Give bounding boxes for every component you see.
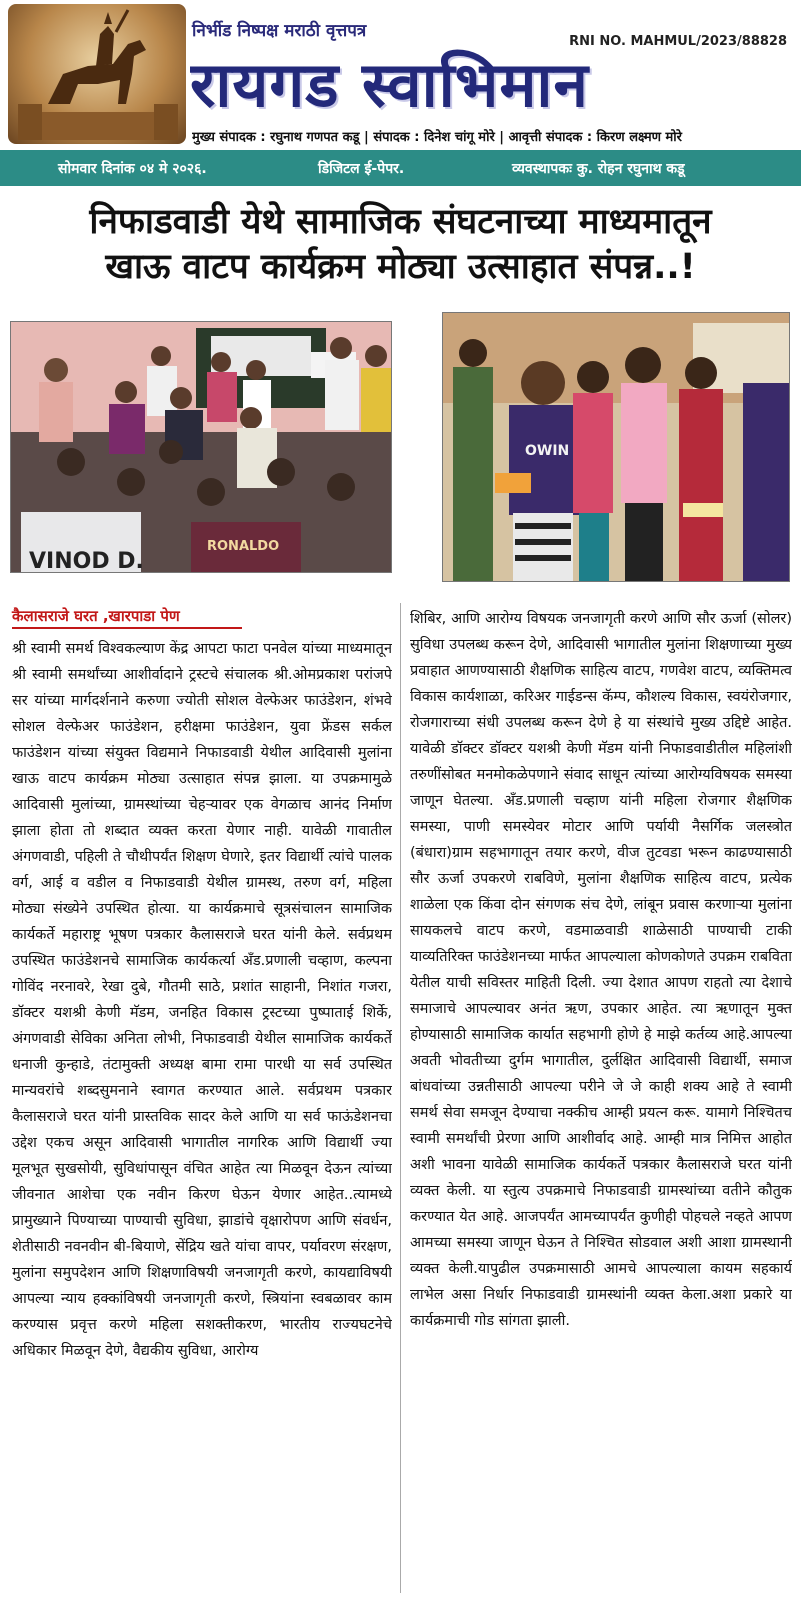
shivaji-equestrian-emblem <box>8 4 186 144</box>
event-photo-children <box>442 312 790 582</box>
manager-name: व्यवस्थापकः कु. रोहन रघुनाथ कडू <box>512 161 685 177</box>
shirt-text-ronaldo: RONALDO <box>207 539 280 554</box>
article-byline: कैलासराजे घरत ,खारपाडा पेण <box>12 607 180 625</box>
horse-rider-icon <box>8 4 186 144</box>
edition-type: डिजिटल ई-पेपर. <box>318 161 405 177</box>
column-divider <box>400 603 401 1593</box>
rni-number: RNI NO. MAHMUL/2023/88828 <box>569 34 787 49</box>
masthead <box>0 0 801 148</box>
article-headline <box>10 200 791 290</box>
issue-date: सोमवार दिनांक ०४ मे २०२६. <box>58 161 207 177</box>
article-column-right: शिबिर, आणि आरोग्य विषयक जनजागृती करणे आणि सौर ऊर्जा (सोलर) सुविधा उपलब्ध करून देणे, आदिवासी भागातील मुलांना शिक्षणाच्या मुख्य प्रवाहात आणण्यासाठी शैक्षणिक साहित्य वाटप, गणवेश वाटप, व्यक्तिमत्व विकास कार्यशाळा, करिअर गाईडन्स कॅम्प, कौशल्य विकास, स्वयंरोजगार, रोजगाराच्या संधी उपलब्ध करून देणे हे या संस्थांचे मुख्य उद्दिष्टे आहेत. यावेळी डॉक्टर डॉक्टर यशश्री केणी मॅडम यांनी निफाडवाडीतील महिलांशी तरुणींसोबत मनमोकळेपणाने संवाद साधून त्यांच्या आरोग्यविषयक समस्या जाणून घेतल्या. अँड.प्रणाली चव्हाण यांनी महिला रोजगार शैक्षणिक समस्या, पाणी समस्येवर मोटार आणि पर्यायी नैसर्गिक जलस्त्रोत (बंधारा)ग्राम सहभागातून तयार करणे, वीज तुटवडा भरून काढण्यासाठी सौर ऊर्जा उपकरणे राबविणे, मुलांना शैक्षणिक साहित्य वाटप, प्रत्येक शाळेला एक किंवा दोन संगणक संच देणे, लांबून प्रवास करणाऱ्या मुलांना सायकलचे वाटप करणे, वडमाळवाडी शाळेसाठी पाण्याची टाकी याव्यतिरिक्त फाउंडेशनच्या मार्फत आपल्याला कोणकोणते उपक्रम राबविता येतील याची सविस्तर माहिती दिली. ज्या देशात आपण राहतो त्या देशाचे समाजाचे आपल्यावर अनंत ऋण, उपकार आहेत. त्या ऋणातून मुक्त होण्यासाठी सामाजिक कार्यात सहभागी होणे हे माझे कर्तव्य आहे.आपल्या अवती भोवतीच्या दुर्गम भागातील, दुर्लक्षित आदिवासी विद्यार्थी, समाज बांधवांच्या उन्नतीसाठी आपल्या परीने जे जे काही शक्य आहे ते स्वामी समर्थ सेवा समजून देण्याचा नक्कीच आम्ही प्रयत्न करू. यामागे निश्चितच स्वामी समर्थांची प्रेरणा आणि आशीर्वाद आहे. आम्ही मात्र निमित्त आहोत अशी भावना यावेळी सामाजिक कार्यकर्ते पत्रकार कैलासराजे घरत यांनी व्यक्त केली. या स्तुत्य उपक्रमाचे निफाडवाडी ग्रामस्थांच्या वतीने कौतुक करण्यात येत आहे. आजपर्यंत आमच्यापर्यंत कुणीही पोहचले नव्हते आपण आमच्या समस्या जाणून घेऊन ते निश्चित सोडवाल अशी आशा ग्रामस्थानी व्यक्त केली.यापुढील उपक्रमासाठी आमचे आपल्याला कायम सहकार्य लाभेल असा निर्धार निफाडवाडी ग्रामस्थांनी व्यक्त केला.अशा प्रकारे या कार्यक्रमाची गोड सांगता झाली. <box>410 611 792 1329</box>
newspaper-title: रायगड स्वाभिमान <box>190 48 589 121</box>
shirt-text-owin: OWIN <box>525 443 570 459</box>
headline-line-1: निफाडवाडी येथे सामाजिक संघटनाच्या माध्यमातून <box>89 202 712 242</box>
editors-line: मुख्य संपादक : रघुनाथ गणपत कडू | संपादक : दिनेश चांगू मोरे | आवृत्ती संपादक : किरण लक्ष्मण मोरे <box>192 130 682 145</box>
shirt-text-vinod: VINOD D. <box>29 549 144 572</box>
article-column-left: श्री स्वामी समर्थ विश्वकल्याण केंद्र आपटा फाटा पनवेल यांच्या माध्यमातून श्री स्वामी समर्थांच्या आशीर्वादाने ट्रस्टचे संचालक श्री.ओमप्रकाश परांजपे सर यांच्या मार्गदर्शनाने करुणा ज्योती सोशल वेल्फेअर फाउंडेशन, शंभवे सोशल वेल्फेअर फाउंडेशन, हरीक्षमा फाउंडेशन, युवा फ्रेंडस सर्कल फाउंडेशन यांच्या संयुक्त विद्यमाने निफाडवाडी येथील आदिवासी मुलांना खाऊ वाटप कार्यक्रम मोठ्या उत्साहात संपन्न झाला. या उपक्रमामुळे आदिवासी मुलांच्या, ग्रामस्थांच्या चेहऱ्यावर एक वेगळाच आनंद निर्माण झाला होता तो शब्दात व्यक्त करता येणार नाही. यावेळी गावातील अंगणवाडी, पहिली ते चौथीपर्यंत शिक्षण घेणारे, इतर विद्यार्थी त्यांचे पालक वर्ग, आई व वडील व निफाडवाडी येथील ग्रामस्थ, तरुण वर्ग, महिला मोठ्या संख्येने उपस्थित होत्या. या कार्यक्रमाचे सूत्रसंचालन सामाजिक कार्यकर्ते महाराष्ट्र भूषण पत्रकार कैलासराजे घरत यांनी केले. सर्वप्रथम उपस्थित फाउंडेशनचे सामाजिक कार्यकर्त्या अँड.प्रणाली चव्हाण, कल्पना गोविंद नरनावरे, रेखा दुबे, गौतमी साठे, प्रशांत साहानी, निशांत गजरा, डॉक्टर यशश्री केणी मॅडम, जनहित विकास ट्रस्टच्या पुष्पाताई शिर्के, अंगणवाडी सेविका अनिता लोभी, निफाडवाडी येथील सामाजिक कार्यकर्ते धनाजी कुन्हाडे, तंटामुक्ती अध्यक्ष बामा रामा पारधी या सर्व उपस्थित मान्यवरांचे शब्दसुमनाने स्वागत करण्यात आले. सर्वप्रथम पत्रकार कैलासराजे घरत यांनी प्रास्तविक सादर केले आणि या सर्व फाऊंडेशनचा उद्देश एकच असून आदिवासी भागातील नागरिक आणि विद्यार्थी ज्या मूलभूत सुखसोयी, सुविधांपासून वंचित आहेत त्या मिळवून देऊन त्यांच्या जीवनात आशेचा एक नवीन किरण घेऊन येणार आहेत..त्यामध्ये प्रामुख्याने पिण्याच्या पाण्याची सुविधा, झाडांचे वृक्षारोपण आणि संवर्धन, शेतीसाठी नवनवीन बी-बियाणे, सेंद्रिय खते यांचा वापर, पर्यावरण संरक्षण, मुलांना समुपदेशन आणि शिक्षणाविषयी जनजागृती करणे, कायद्याविषयी आपल्या न्याय हक्कांविषयी जनजागृती करणे, स्त्रियांना स्वबळावर काम करण्यास प्रवृत्त करणे महिला सशक्तीकरण, भारतीय राज्यघटनेचे अधिकार मिळवून देणे, वैद्यकीय सुविधा, आरोग्य <box>12 641 392 1359</box>
byline-underline <box>12 627 242 629</box>
event-photo-gathering <box>10 321 392 573</box>
info-bar <box>0 150 801 186</box>
headline-line-2: खाऊ वाटप कार्यक्रम मोठ्या उत्साहात संपन्न..! <box>105 247 696 287</box>
tagline: निर्भीड निष्पक्ष मराठी वृत्तपत्र <box>192 21 367 41</box>
